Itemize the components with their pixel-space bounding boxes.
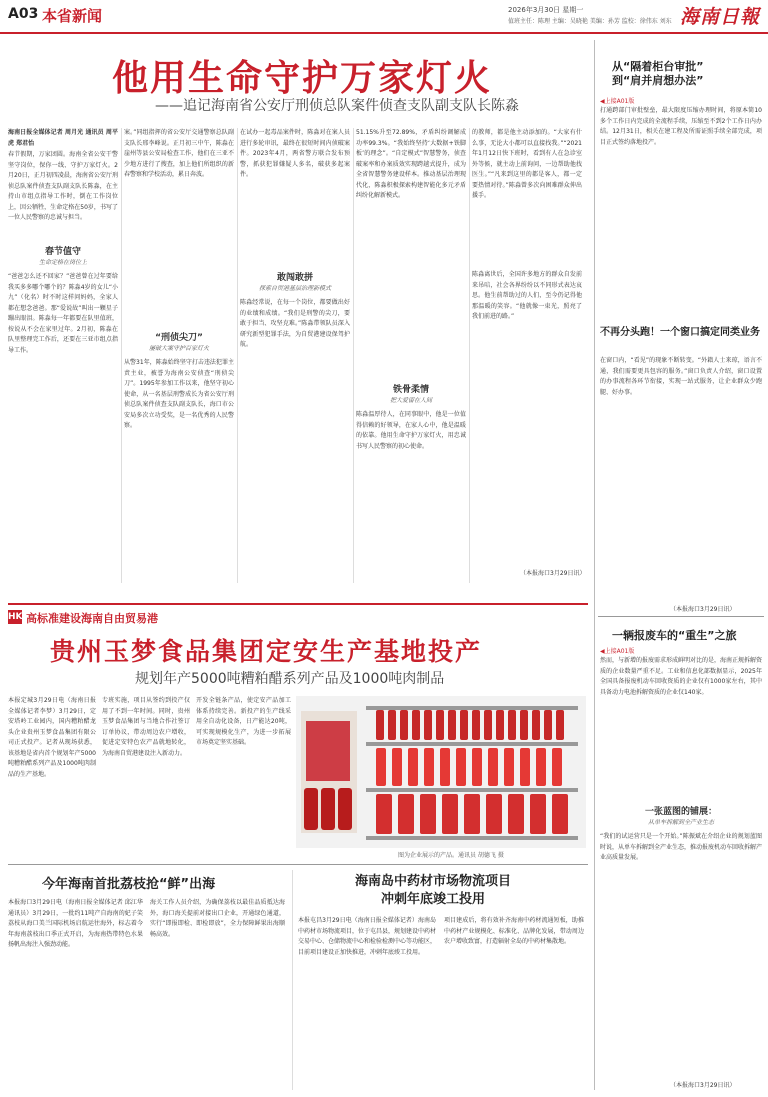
article3-col2: 海关工作人员介绍，为确保荔枝以最佳品质抵达海外，海口海关提前对接出口企业，开通绿色通道，实行“即报即检、即检即放”，全力保障鲜果出海顺畅高效。: [150, 899, 285, 938]
column-divider: [469, 128, 470, 583]
lead-col4-body: 陈淼温厚待人，在同事眼中，他是一位值得信赖的好领导，在家人心中，他是温暖的依靠。他用生命守护万家灯火，用忠诚书写人民警察的初心使命。: [356, 411, 466, 450]
article2-title: 贵州玉梦食品集团定安生产基地投产: [50, 637, 483, 666]
staff-line: 值班主任：陈理 主编：吴晓艳 美编：孙芳 监校：徐伟东 刘东: [508, 18, 672, 25]
article4-col2: 项目建成后，将有效补齐海南中药材流通短板，助推中药材产业规模化、标准化、品牌化发展，带动周边农户增收致富，打造辐射全岛的中药材集散地。: [444, 917, 584, 945]
sidebar1-body: 打通跨部门审批壁垒，最大限度压缩办理时间，将原本简10多个工作日内完成的全流程手续，压缩至不到2个工作日内办结。12月31日，相关在建工程及所需证照手续全部完成，项目正式签约落地投产。: [600, 107, 762, 146]
lead-byline: 海南日报全媒体记者 周月光 通讯员 周平虎 郑君怡: [8, 129, 118, 147]
lead-col3-text: 在试办一起毒品案件时，陈淼对在案人员进行多轮审讯，最终在很短时间内侦破案件。2023年4月，两省警方联合发布预警，抓获犯罪嫌疑人多名，破获多起案件。: [240, 129, 350, 178]
column-divider: [292, 870, 293, 1090]
sidebar1-title-line1: 从“隔着柜台审批”: [612, 60, 704, 73]
article4-col1: 本报屯昌3月29日电（海南日报全媒体记者）海南岛中药材市场物流项目，位于屯昌县，规划建设中药材交易中心、仓储物流中心和检验检测中心等功能区，目前项目建设正加快推进，冲刺年底竣工投用。: [298, 917, 436, 956]
sidebar1-continued-ref: ◀上接A01版: [600, 98, 635, 105]
lead-end-note: （本报海口3月29日讯）: [520, 570, 586, 577]
article3-col1: 本报海口3月29日电（海南日报全媒体记者 邱江华 通讯员）3月29日，一批约11吨产自海南的妃子笑荔枝从海口美兰国际机场启航运往海外，标志着今年海南荔枝出口季正式开启，为海南热带特色水果扬帆出海注入强劲动能。: [8, 899, 143, 948]
sidebar2-body2: “我们的试运营只是一个开始。”陈振斌在介绍企业的规划蓝图时说，从单车拆解到全产业生态，推动报废机动车回收拆解产业高质量发展。: [600, 833, 762, 861]
banner-rule: [8, 603, 588, 605]
lead-col3-body: 陈淼经常说，在每一个岗位，都要做出好的业绩和成绩。“我们是刑警的尖刀，要敢于担当、攻坚克难。”陈淼带领队员深入研究新型犯罪手法，为自贸港建设保驾护航。: [240, 299, 350, 348]
product-photo: [296, 696, 586, 848]
article4-title: [318, 873, 548, 909]
column-divider: [121, 128, 122, 583]
section-banner: [8, 609, 588, 627]
lead-col4-text: 51.15%升至72.89%，矛盾纠纷调解成功率99.3%。“我始终坚持‘大数据+铁脚板’的理念”。“自定模式”智慧警务，侦查破案率和办案质效实现跨越式提升，成为全省智慧警务建设样本。推动基层治理现代化，陈淼积极探索构建智能化多元矛盾纠纷化解新模式。: [356, 129, 466, 199]
sidebar1-heading: 不再分头跑！一个窗口搞定同类业务: [600, 327, 760, 338]
lead-col3-heading: 敢闯敢拼: [276, 273, 313, 283]
lead-title: 他用生命守护万家灯火: [112, 58, 493, 99]
article3-title: 今年海南首批荔枝抢“鲜”出海: [42, 877, 216, 892]
sidebar1-end-note: （本报海口3月29日讯）: [670, 606, 736, 613]
lead-col5-text: 的教师，都是他主动添加的。“大家有什么事，无论大小都可以直接找我。”“2021年1月12日快下班时，看到有人在急诊室外等候，就主动上前询问，一边帮助他找医生。”“凡来到这里的都是客人，都一定要热情对待。”陈淼曾多次向困难群众伸出援手。: [472, 129, 582, 199]
lead-col2-heading: “刑侦尖刀”: [155, 333, 203, 343]
article2-col1: 本报定城3月29日电（海南日报全媒体记者李梦）3月29日，定安塔岭工业园内，国内糟粕醋龙头企业贵州玉梦食品集团有限公司正式投产。记者从现场获悉，该基地是省内首个规划年产5000吨糟粕醋系列产品及1000吨肉制品的生产基地。: [8, 697, 96, 778]
article2-subtitle: 规划年产5000吨糟粕醋系列产品及1000吨肉制品: [135, 671, 445, 687]
page-header: [0, 0, 768, 34]
article4-title-line2: 冲刺年底竣工投用: [380, 892, 485, 907]
banner-icon: HK: [8, 612, 23, 622]
sidebar1-body2: 在窗口内，“看见”的现象不断转变。“外籍人士来琼，语言不通，我们需要更具包容的服务。”窗口负责人介绍，窗口设置的办事流程各环节衔接，实现一站式服务，让企业群众少跑腿、好办事。: [600, 357, 762, 396]
lead-col4-heading: 铁骨柔情: [392, 385, 429, 395]
sidebar2-continued-ref: ◀上接A01版: [600, 648, 635, 655]
article4-title-line1: 海南岛中药材市场物流项目: [354, 874, 511, 889]
sidebar1-title-line2: 到“肩并肩想办法”: [612, 74, 704, 87]
banner-text: 高标准建设海南自由贸易港: [26, 612, 158, 625]
sidebar2-heading: 一张蓝图的铺展：: [644, 807, 717, 817]
page-number: A03: [8, 6, 39, 22]
article2-col3: 开发全链条产品，使定安产品加工体系持续完善。新投产的生产线采用全自动化设备，日产能达20吨，可实现规模化生产，为进一步拓展市场奠定坚实基础。: [196, 697, 291, 746]
lead-col3-subheading: 探索自贸港基层治理新模式: [258, 285, 331, 292]
sidebar2-end-note: （本报海口3月29日讯）: [670, 1082, 736, 1089]
sidebar2-title: 一辆报废车的“重生”之旅: [612, 629, 737, 642]
section-separator: [8, 864, 588, 865]
lead-col4-subheading: 把大爱留在人间: [389, 397, 432, 404]
lead-subtitle: ——追记海南省公安厅刑侦总队案件侦查支队副支队长陈淼: [155, 98, 519, 114]
lead-col1-text: 春节假期，万家团圆。海南全省公安干警坚守岗位，保你一线、守护万家灯火。2月20日，正月初四凌晨，海南省公安厅刑侦总队案件侦查支队副支队长陈淼，在主持山市组点指导工作时，倒在工作岗位上，因公牺牲，生命定格在50岁，书写了一位人民警察的忠诚与担当。: [8, 151, 118, 221]
sidebar2-body: 然而，与新增的报废需求形成鲜明对比的是，海南正规拆解资质的企业数量严重不足。工业和信息化部数据显示，2025年全国具备报废机动车回收资质的企业仅有1000家左右，其中具备动力电池拆解资质的企业仅140家。: [600, 657, 762, 696]
sidebar-divider: [594, 40, 595, 1090]
section-name: 本省新闻: [42, 7, 103, 25]
lead-col5-body: 陈淼离世后，全国许多地方的群众自发前来吊唁，社会各界纷纷以不同形式表达哀思。他生前帮助过的人们，至今仍记得他那温暖的笑容。“他就像一束光，照亮了我们前进的路。”: [472, 271, 582, 320]
column-divider: [237, 128, 238, 583]
date-line: 2026年3月30日 星期一: [508, 6, 584, 14]
column-divider: [353, 128, 354, 583]
lead-col2-text: 案。”同组指挥的省公安厅交通警察总队副支队长邢李峰说。正月初三中午，陈淼在崖州等县公安局检查工作，他们在三亚不少地方进行了搜查，加上他们所组织的新春警察和学校活动，累日奔波。: [124, 129, 234, 178]
product-photo-illustration: [296, 696, 586, 848]
sidebar2-subheading: 从单车拆解到全产业生态: [647, 819, 714, 826]
lead-col2-subheading: 屡破大案守护百家灯火: [148, 345, 209, 352]
sidebar-separator: [598, 616, 764, 617]
lead-col1-body: “爸爸怎么还不回家？”爸爸曾在过年要给我买多多哪个哪个的？陈淼4岁的女儿“小九”（化名）时不时这样问妈妈，全家人都在想念爸爸。那“爱说故”叫出一颗星子蹦出眼泪。陈淼每一年都要在队里值班，按说从不会在家里过年。2月初，陈淼在队里整理完工作后，还要在三亚市组点指导工作。: [8, 273, 118, 354]
photo-caption: 图为企业展示的产品。通讯员 胡德飞 摄: [398, 852, 504, 859]
newspaper-logo: 海南日報: [680, 6, 761, 28]
lead-col1-subheading: 生命定格在岗位上: [38, 259, 87, 266]
article2-col2: 专班实施，项目从签约到投产仅用了不到一年时间。同时，贵州玉梦食品集团与当地合作社签订订单协议，带动周边农户增收，促进定安特色农产品就地转化，为海南自贸港建设注入新动力。: [102, 697, 190, 757]
lead-col2-body: 从警31年，陈淼始终坚守打击违法犯罪主责主业，被誉为海南公安侦查“刑侦尖刀”。1995年参加工作以来，他坚守初心使命，从一名基层刑警成长为省公安厅刑侦总队案件侦查支队副支队长，海口市公安局多次立功受奖，是一名优秀的人民警察。: [124, 359, 234, 429]
lead-col1-heading: 春节值守: [44, 247, 81, 257]
